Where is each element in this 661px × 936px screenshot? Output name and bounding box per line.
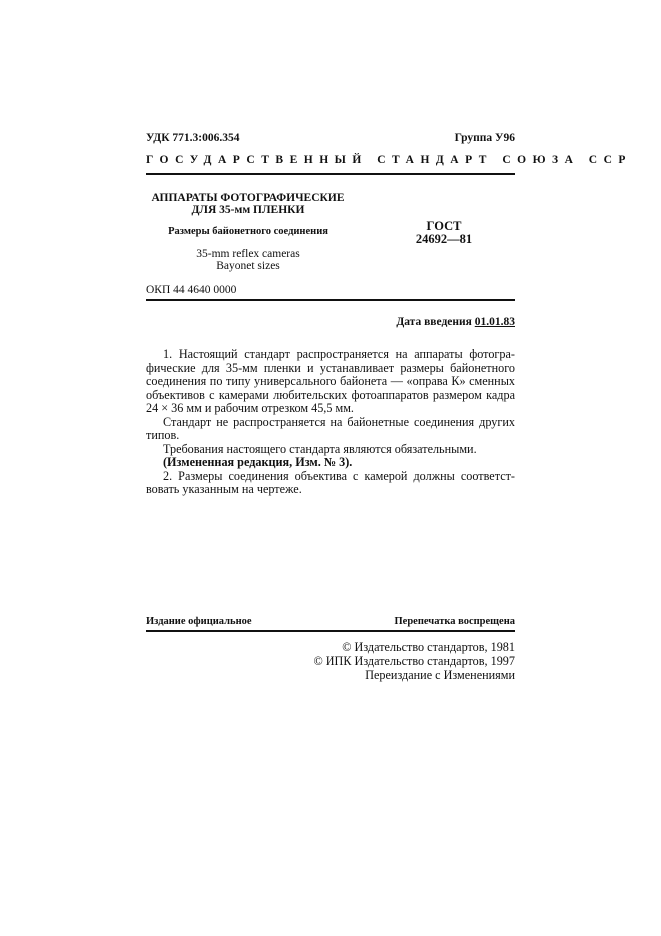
copyright-1981: © Издательство стандартов, 1981 bbox=[342, 640, 515, 654]
gost-number: 24692—81 bbox=[415, 232, 473, 246]
gost-label: ГОСТ bbox=[426, 219, 462, 233]
paragraph-5 bbox=[146, 470, 515, 497]
intro-date-label: Дата введения bbox=[396, 316, 472, 328]
reprint-prohibited: Перепечатка воспрещена bbox=[394, 616, 515, 627]
document-title-line2: ДЛЯ 35-мм ПЛЕНКИ bbox=[191, 204, 305, 216]
p1-line4: объективов с камерами любительских фотоаппаратов размером кадра bbox=[146, 387, 515, 402]
english-title-line1: 35-mm reflex cameras bbox=[196, 248, 300, 260]
group-code: Группа У96 bbox=[454, 132, 515, 144]
p1-line5: 24 × 36 мм и рабочим отрезком 45,5 мм. bbox=[146, 401, 354, 415]
title-rule bbox=[146, 299, 515, 301]
intro-date-value: 01.01.83 bbox=[474, 316, 515, 328]
footer-rule bbox=[146, 630, 515, 632]
document-title-line1: АППАРАТЫ ФОТОГРАФИЧЕСКИЕ bbox=[151, 192, 345, 204]
reissue-note: Переиздание с Изменениями bbox=[365, 668, 515, 682]
standard-title: ГОСУДАРСТВЕННЫЙ СТАНДАРТ СОЮЗА ССР bbox=[146, 154, 632, 166]
p1-line3: соединения по типу универсального байонета — «оправа К» сменных bbox=[146, 374, 515, 388]
document-subtitle: Размеры байонетного соединения bbox=[168, 226, 328, 237]
p5-line1: 2. Размеры соединения объектива с камерой должны соответст- bbox=[163, 468, 515, 483]
paragraph-2 bbox=[146, 416, 515, 443]
copyright-1997: © ИПК Издательство стандартов, 1997 bbox=[313, 654, 515, 668]
intro-date bbox=[396, 316, 515, 328]
paragraph-4-amendment: (Измененная редакция, Изм. № 3). bbox=[163, 455, 353, 469]
p5-line2: вовать указанным на чертеже. bbox=[146, 482, 302, 496]
paragraph-3: Требования настоящего стандарта являются обязательными. bbox=[163, 441, 477, 456]
paragraph-1 bbox=[146, 348, 515, 416]
header-rule bbox=[146, 173, 515, 175]
p1-line2: фические для 35-мм пленки и устанавливает размеры байонетного bbox=[146, 360, 515, 375]
p2-line2: типов. bbox=[146, 428, 180, 442]
body-text bbox=[146, 348, 515, 497]
okp-code: ОКП 44 4640 0000 bbox=[146, 284, 237, 296]
udk-code: УДК 771.3:006.354 bbox=[146, 132, 240, 144]
english-title-line2: Bayonet sizes bbox=[216, 260, 280, 272]
official-edition: Издание официальное bbox=[146, 616, 252, 627]
p2-line1: Стандарт не распространяется на байонетные соединения других bbox=[163, 414, 515, 429]
p1-line1: 1. Настоящий стандарт распространяется на аппараты фотогра- bbox=[163, 347, 515, 361]
